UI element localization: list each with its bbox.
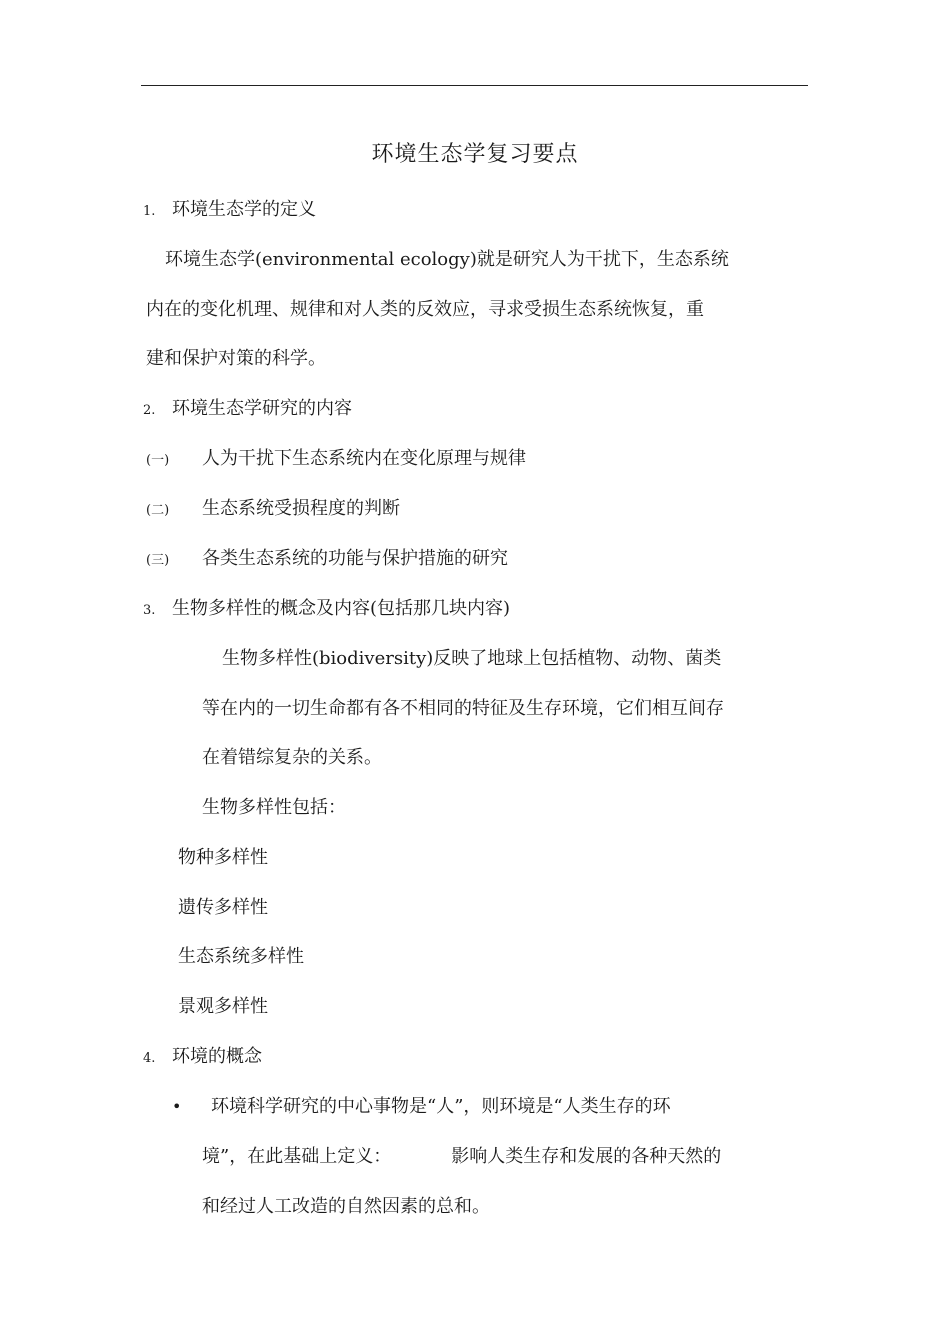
item-number: (一)	[146, 453, 170, 468]
section-heading-1	[143, 198, 316, 224]
section-heading-3	[143, 597, 510, 623]
content-item-1	[146, 447, 526, 473]
biodiversity-line-3: 在着错综复杂的关系。	[202, 747, 382, 768]
section-heading-text: 环境的概念	[172, 1046, 262, 1067]
environment-line-2a: 境”，在此基础上定义：	[202, 1146, 392, 1167]
item-number: (三)	[146, 553, 170, 568]
section-heading-text: 环境生态学研究的内容	[172, 398, 352, 419]
section-heading-text: 环境生态学的定义	[172, 199, 316, 220]
environment-line-3: 和经过人工改造的自然因素的总和。	[202, 1196, 490, 1217]
item-text: 各类生态系统的功能与保护措施的研究	[202, 548, 508, 569]
section-number: 3.	[143, 603, 156, 618]
section-number: 4.	[143, 1051, 156, 1066]
biodiversity-type: 生态系统多样性	[178, 946, 304, 967]
definition-line-1: 环境生态学(environmental ecology)就是研究人为干扰下，生态系统	[165, 249, 729, 270]
item-text: 生态系统受损程度的判断	[202, 498, 400, 519]
biodiversity-type: 景观多样性	[178, 996, 268, 1017]
content-item-3	[146, 547, 508, 573]
section-heading-4	[143, 1045, 262, 1071]
biodiversity-includes-label: 生物多样性包括：	[202, 797, 346, 818]
biodiversity-line-1: 生物多样性(biodiversity)反映了地球上包括植物、动物、菌类	[222, 648, 722, 669]
item-number: (二)	[146, 503, 170, 518]
section-number: 2.	[143, 403, 156, 418]
biodiversity-type: 物种多样性	[178, 847, 268, 868]
content-item-2	[146, 497, 400, 523]
page-title: 环境生态学复习要点	[371, 142, 579, 167]
biodiversity-type: 遗传多样性	[178, 897, 268, 918]
environment-line-1: 环境科学研究的中心事物是“人”，则环境是“人类生存的环	[211, 1096, 671, 1117]
section-number: 1.	[143, 204, 156, 219]
item-text: 人为干扰下生态系统内在变化原理与规律	[202, 448, 526, 469]
bullet-icon: •	[172, 1097, 182, 1116]
environment-line-2b: 影响人类生存和发展的各种天然的	[451, 1146, 722, 1167]
definition-line-3: 建和保护对策的科学。	[146, 348, 326, 369]
biodiversity-line-2: 等在内的一切生命都有各不相同的特征及生存环境，它们相互间存	[202, 698, 724, 719]
section-heading-2	[143, 397, 352, 423]
definition-line-2: 内在的变化机理、规律和对人类的反效应，寻求受损生态系统恢复，重	[146, 299, 704, 320]
environment-line-2	[202, 1145, 721, 1169]
section-heading-text: 生物多样性的概念及内容(包括那几块内容)	[172, 598, 511, 619]
header-rule	[141, 85, 808, 86]
